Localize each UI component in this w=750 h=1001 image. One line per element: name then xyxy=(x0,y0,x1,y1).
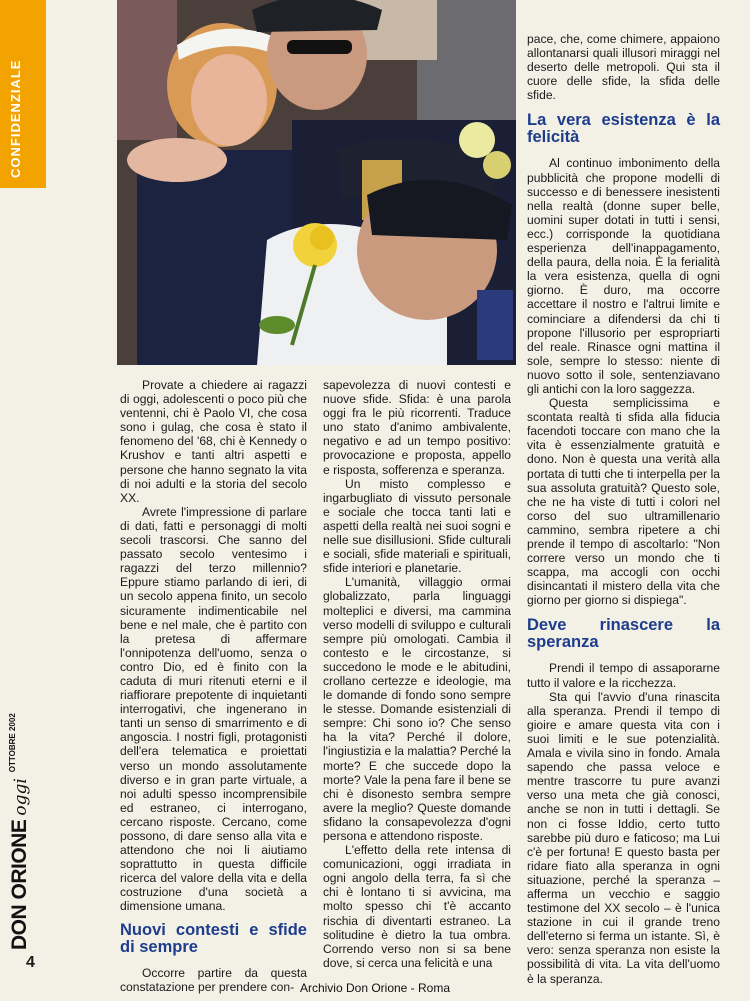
paragraph: Sta qui l'avvio d'una rinascita alla speranza. Prendi il tempo di gioire e amare questa vita con i suoi limiti e le sue potenzialità. Amala e vivila sino in fondo. Amala sapendo che passa veloce e mentre trascorre tu pure avanzi verso una meta che già conosci, anche se non in tutti i dettagli. Se non ci fosse Iddio, certo tutto sarebbe più duro e faticoso; ma Lui c'è per fortuna! E questo basta per ridare fiato alla speranza in ogni situazione, perché la speranza – afferma un vecchio e saggio testimone del XX secolo – è l'unica stazione in cui il grande treno dell'eterno si ferma un istante. Sì, è vero: senza speranza non esiste la possibilità di vita. La vita dell'uomo è la speranza. xyxy=(527,689,720,986)
news-photo xyxy=(117,0,516,365)
masthead-date: OTTOBRE 2002 xyxy=(8,713,17,773)
subheading: Nuovi contesti e sfide di sempre xyxy=(120,920,307,956)
archive-footer: Archivio Don Orione - Roma xyxy=(299,981,451,995)
column-3 xyxy=(527,32,720,986)
paragraph: Al continuo imbonimento della pubblicità che propone modelli di successo e di benessere inesistenti nella realtà (donne super belle, uomini super dotati in tutti i sensi, ecc.) corrisponde la quotidiana esperienza dell'inappagamento, della paura, della noia. È la ferialità la vera esistenza, quella di ogni giorno. È duro, ma occorre accettare il nostro e l'altrui limite e cominciare a difendersi da chi ti propone l'illusorio per espropriarti del reale. Rinasce ogni mattina il sole, sempre lo stesso: niente di nuovo sotto il sole, sentenziavano gli antichi con la loro saggezza. xyxy=(527,156,720,396)
masthead xyxy=(8,713,32,950)
section-tab-label: CONFIDENZIALE xyxy=(8,59,23,178)
page-number: 4 xyxy=(26,954,35,971)
masthead-title: DON ORIONE xyxy=(8,819,31,950)
paragraph: Questa semplicissima e scontata realtà ti sfida alla fiducia facendoti toccare con mano che la vita è essenzialmente gratuità e dono. Non è questa una verità alla portata di tutti che ti interpella per la sua assoluta gratuità? Questo sole, che ne ha viste di tutti i colori nel corso del suo ultramillenario cammino, sembra ripetere a chi prende il tempo di ascoltarlo: "Non correre verso un mondo che ti scappa, ma accogli con occhi disincantati il mistero della vita che giorno per giorno si dispiega". xyxy=(527,396,720,608)
paragraph: sapevolezza di nuovi contesti e nuove sfide. Sfida: è una parola oggi fra le più ricorrenti. Traduce uno stato d'animo ambivalente, negativo e ad un tempo positivo: provocazione e proposta, appello e risposta, sofferenza e speranza. xyxy=(323,378,511,477)
paragraph: Un misto complesso e ingarbugliato di vissuto personale e sociale che tocca tanti lati e aspetti della realtà nei suoi sogni e nelle sue disillusioni. Sfide culturali e sociali, sfide materiali e spirituali, sfide interiori e planetarie. xyxy=(323,476,511,576)
subheading: Deve rinascere la speranza xyxy=(527,616,720,652)
column-1 xyxy=(120,378,307,994)
paragraph: pace, che, come chimere, appaiono allontanarsi quali illusori miraggi nel deserto delle metropoli. Qui sta il cuore delle sfide, la sfida delle sfide. xyxy=(527,32,720,103)
masthead-subtitle: oggi xyxy=(11,778,31,816)
paragraph: Prendi il tempo di assaporarne tutto il valore e la ricchezza. xyxy=(527,661,720,690)
section-tab xyxy=(0,0,46,188)
paragraph: Avrete l'impressione di parlare di dati, fatti e personaggi di molti secoli trascorsi. Che sanno del passato secolo ventesimo i ragazzi del terzo millennio? Eppure stiamo parlando di ieri, di un secolo appena finito, un secolo sicuramente indimenticabile nel bene e nel male, che è partito con la pretesa di affermare l'onnipotenza dell'uomo, senza o contro Dio, ed è finito con la caduta di muri ritenuti eterni e il riaffiorare prepotente di inquietanti interrogativi, che ingenerano in tanti un senso di smarrimento e di angoscia. I nostri figli, protagonisti dell'era telematica e proiettati verso un mondo assolutamente diverso e in gran parte virtuale, a noi adulti spesso incomprensibile ed estraneo, ci interrogano, cercano risposte. Cercano, come possono, di dare senso alla vita e attendono che noi li aiutiamo soprattutto in questa difficile ricerca del valore della vita e della costruzione d'una società a dimensione umana. xyxy=(120,504,307,914)
subheading: La vera esistenza è la felicità xyxy=(527,111,720,147)
column-2 xyxy=(323,378,511,970)
paragraph: Provate a chiedere ai ragazzi di oggi, adolescenti o poco più che ventenni, chi è Paolo VI, che cosa sono i gulag, che cosa è stato il fenomeno del '68, chi è Kennedy o Krushov e tanti altri aspetti e persone che hanno segnato la vita di noi adulti e la storia del secolo XX. xyxy=(120,378,307,505)
photo-illustration xyxy=(117,0,516,365)
paragraph: Occorre partire da questa constatazione per prendere con- xyxy=(120,965,307,994)
paragraph: L'umanità, villaggio ormai globalizzato, parla linguaggi molteplici e diversi, ma cammina verso modelli di sviluppo e culturali sempre più omologati. Cambia il contesto e le circostanze, si succedono le mode e le abitudini, crollano certezze e ideologie, ma le domande di fondo sono sempre le stesse. Domande esistenziali di sempre: Chi sono io? Che senso ha la vita? Perché il dolore, l'ingiustizia e la malattia? Perché la morte? E che succede dopo la morte? Vale la pena fare il bene se chi è disonesto sembra sempre avere la meglio? Queste domande sfidano la consapevolezza d'ogni persona e attendono risposte. xyxy=(323,575,511,843)
paragraph: L'effetto della rete intensa di comunicazioni, oggi irradiata in ogni angolo della terra, fa sì che chi è lontano ti si avvicina, ma molto spesso chi t'è accanto rischia di diventarti estraneo. La solitudine è dietro la tua ombra. Correndo verso non si sa bene dove, si cerca una felicità e una xyxy=(323,843,511,970)
